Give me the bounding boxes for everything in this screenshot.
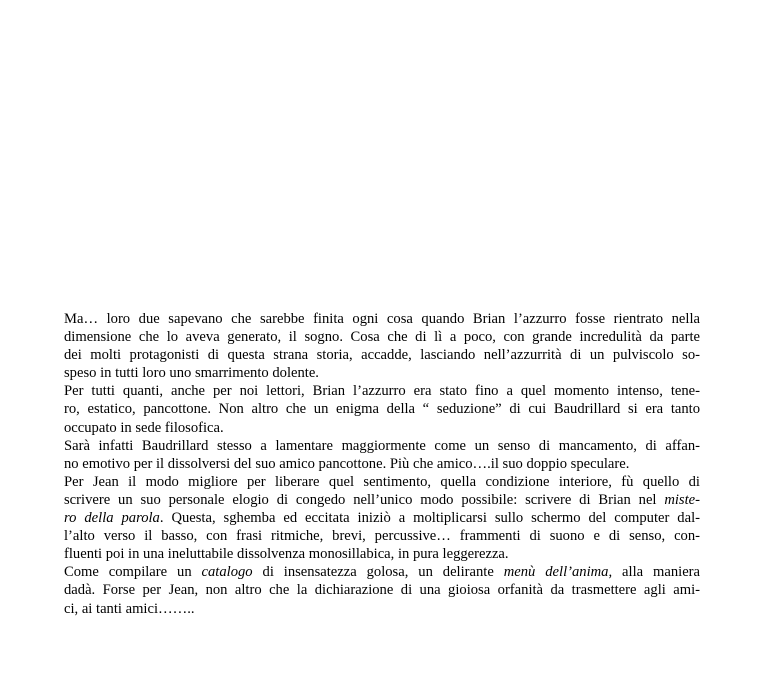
text-line <box>64 328 700 346</box>
text-line <box>64 563 700 581</box>
text-run: dadà. Forse per Jean, non altro che la dichiarazione di una gioiosa orfanità da trasmettere agli ami- <box>64 582 700 599</box>
body-text <box>64 310 700 618</box>
text-run: no emotivo per il dissolversi del suo amico pancottone. Più che amico….il suo doppio speculare. <box>64 455 630 472</box>
text-run: scrivere un suo personale elogio di congedo nell’unico modo possibile: scrivere di Brian nel <box>64 491 665 508</box>
text-line <box>64 364 700 382</box>
text-line <box>64 400 700 418</box>
text-run: Sarà infatti Baudrillard stesso a lamentare maggiormente come un senso di mancamento, di affan- <box>64 437 700 454</box>
text-line <box>64 382 700 400</box>
text-run: fluenti poi in una ineluttabile dissolvenza monosillabica, in pura leggerezza. <box>64 546 509 563</box>
text-run: ci, ai tanti amici…….. <box>64 600 195 617</box>
text-line <box>64 473 700 491</box>
text-line <box>64 491 700 509</box>
text-run: alla maniera <box>612 564 701 581</box>
text-run: Come compilare un <box>64 564 202 581</box>
text-line <box>64 455 700 473</box>
text-run: di insensatezza golosa, un delirante <box>252 564 504 581</box>
text-line <box>64 419 700 437</box>
text-run: dimensione che lo aveva generato, il sogno. Cosa che di lì a poco, con grande incredulità da parte <box>64 329 700 346</box>
text-run: Per Jean il modo migliore per liberare quel sentimento, quella condizione interiore, fù quello di <box>64 473 700 490</box>
text-line <box>64 437 700 455</box>
text-run: speso in tutti loro uno smarrimento dolente. <box>64 365 319 382</box>
text-run: occupato in sede filosofica. <box>64 419 224 436</box>
text-run: l’alto verso il basso, con frasi ritmiche, brevi, percussive… frammenti di suono e di senso, con- <box>64 528 700 545</box>
italic-text: ro della parola <box>64 510 160 527</box>
text-line <box>64 581 700 599</box>
italic-text: menù dell’anima, <box>503 564 613 581</box>
text-run: . Questa, sghemba ed eccitata iniziò a moltiplicarsi sullo schermo del computer dal- <box>159 510 700 527</box>
text-run: dei molti protagonisti di questa strana storia, accadde, lasciando nell’azzurrità di un pulviscolo so- <box>64 347 700 364</box>
text-run: Ma… loro due sapevano che sarebbe finita ogni cosa quando Brian l’azzurro fosse rientrato nella <box>64 311 700 327</box>
text-run: ro, estatico, pancottone. Non altro che un enigma della “ seduzione” di cui Baudrillard si era tanto <box>64 401 700 418</box>
text-line <box>64 545 700 563</box>
text-line <box>64 527 700 545</box>
text-line <box>64 310 700 328</box>
text-line <box>64 600 700 618</box>
text-line <box>64 509 700 527</box>
text-run: Per tutti quanti, anche per noi lettori, Brian l’azzurro era stato fino a quel momento intenso, tene- <box>64 383 700 400</box>
italic-text: catalogo <box>201 564 253 581</box>
text-line <box>64 346 700 364</box>
italic-text: miste- <box>664 491 700 508</box>
